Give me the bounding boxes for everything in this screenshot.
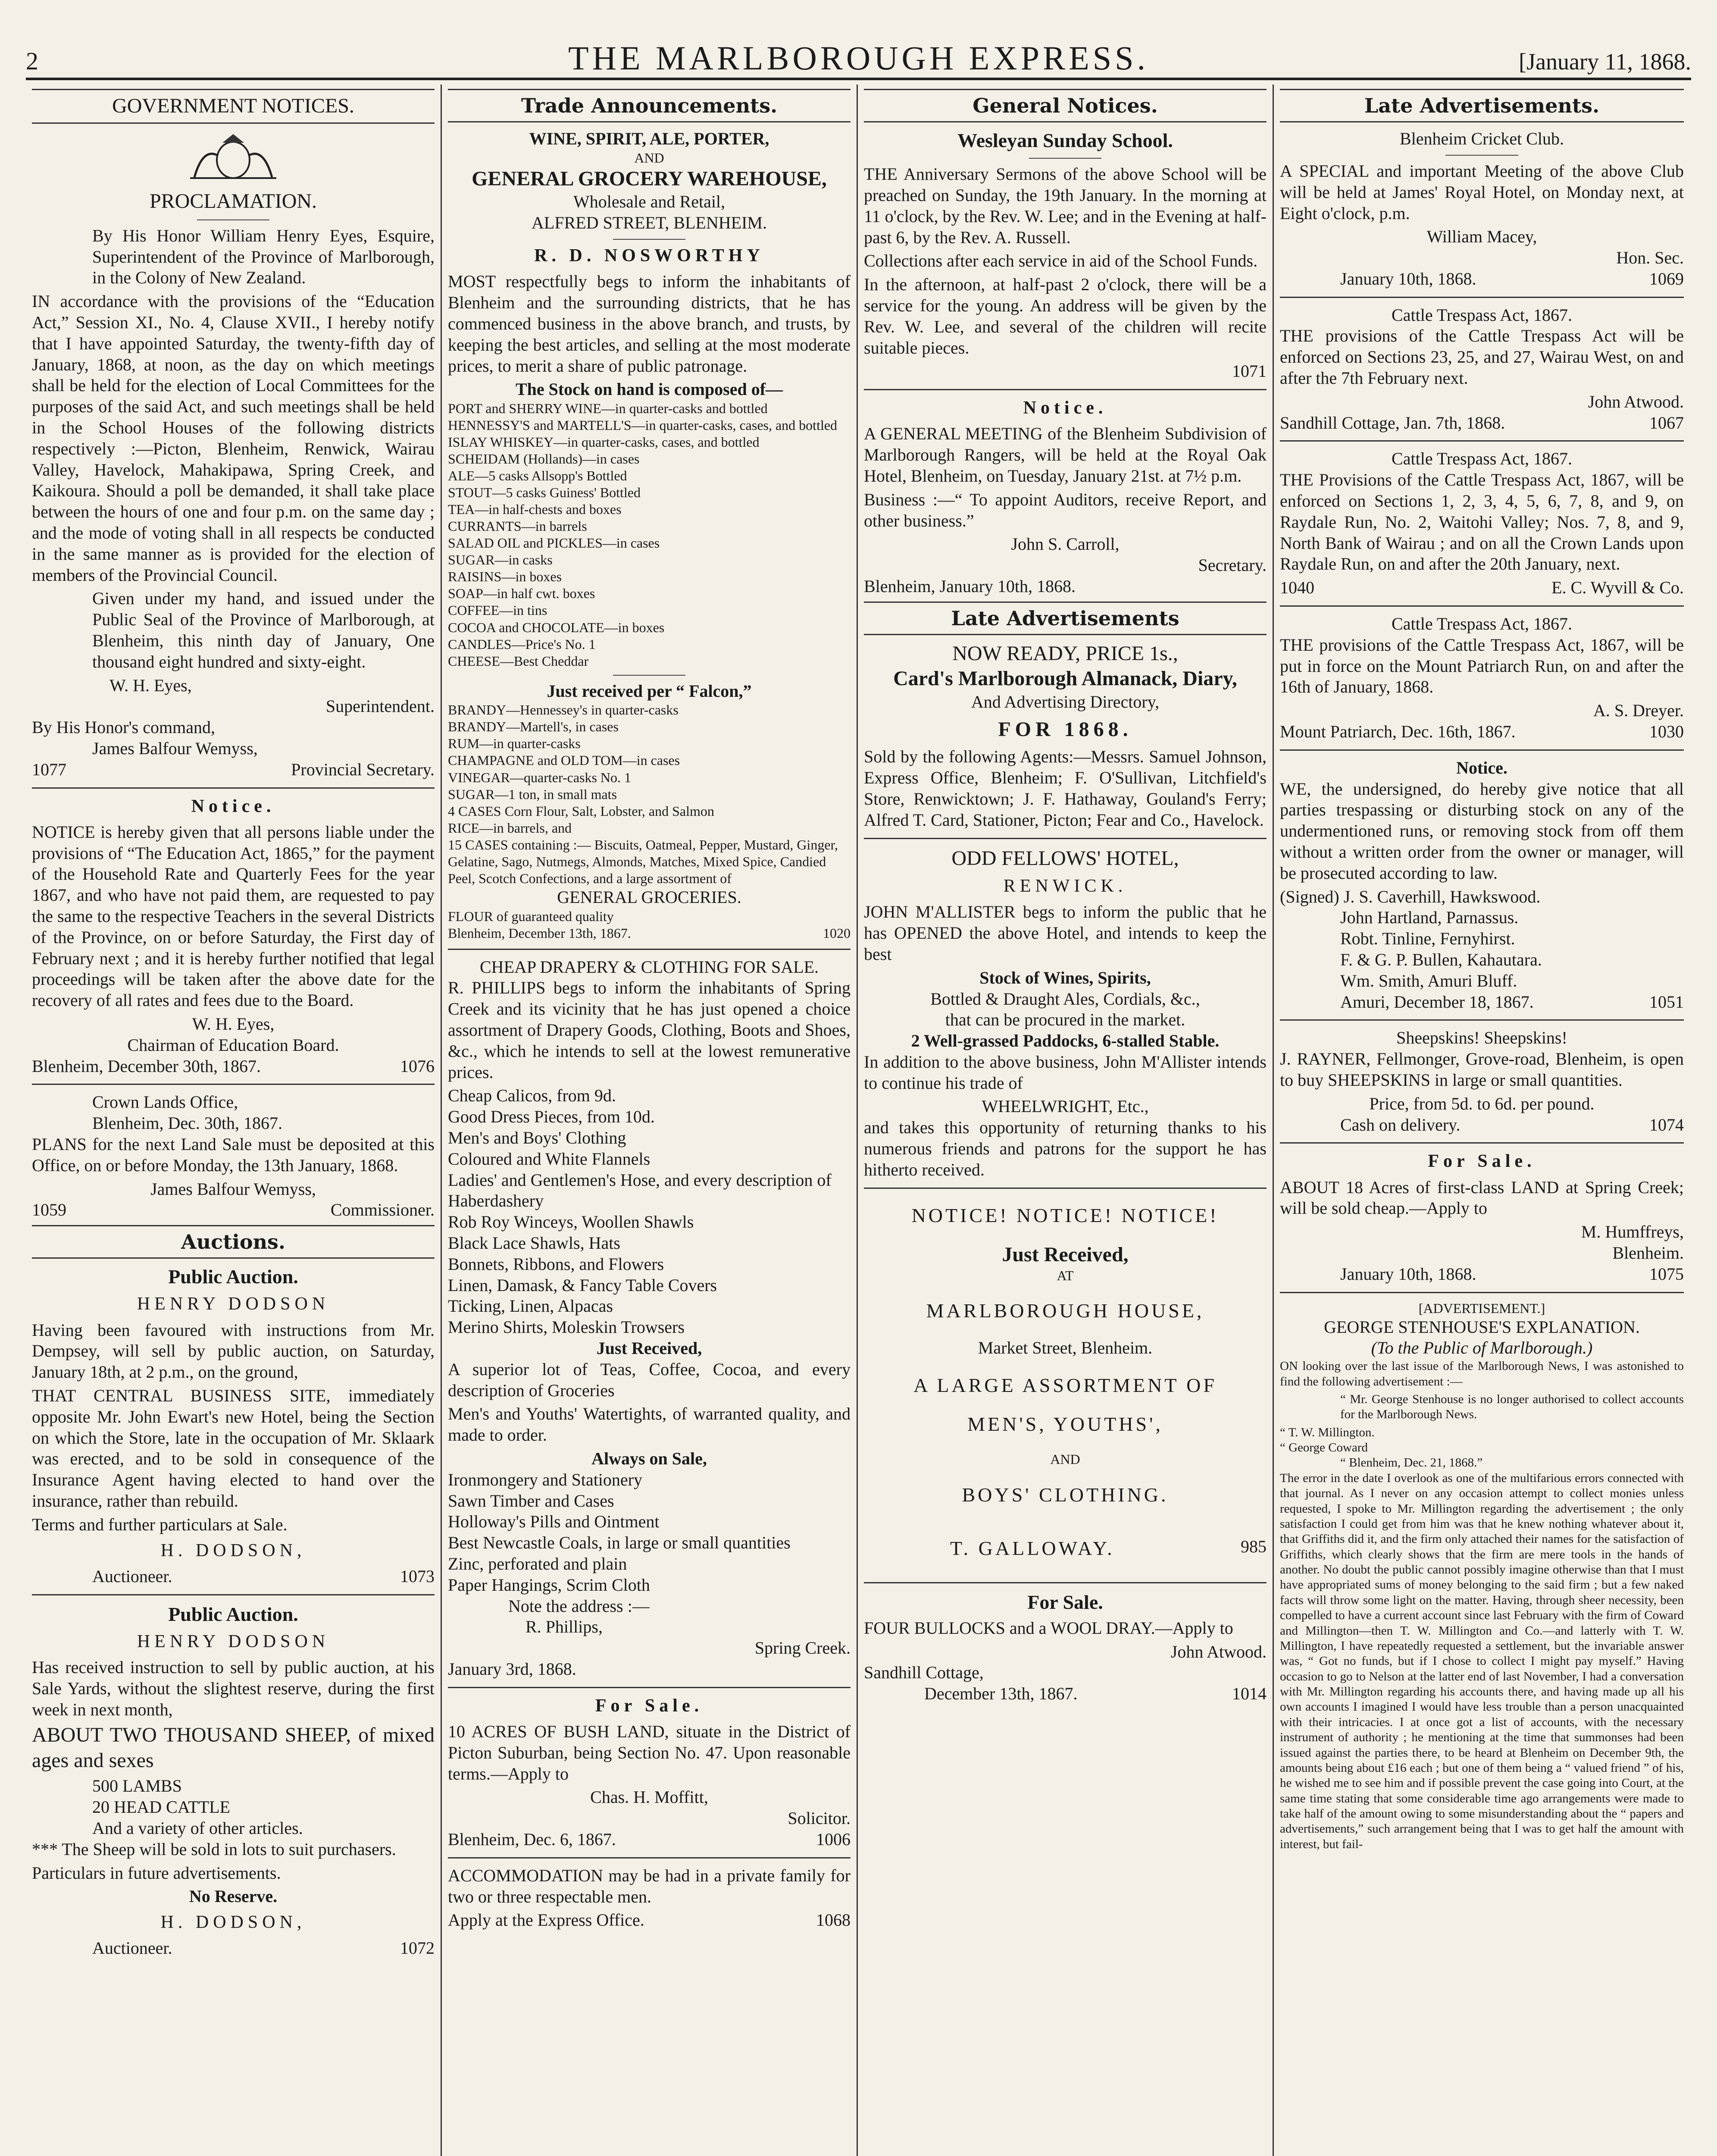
cattle-heading-1: Cattle Trespass Act, 1867. (1392, 305, 1572, 325)
section-heading-late: Late Advertisements (864, 602, 1267, 635)
ad-number: 1040 (1280, 578, 1314, 598)
auction-other: And a variety of other articles. (92, 1818, 303, 1838)
public-auction-heading-2: Public Auction. (168, 1603, 298, 1625)
cricket-heading: Blenheim Cricket Club. (1399, 129, 1564, 149)
trespass-notice: WE, the undersigned, do hereby give notice that all parties trespassing or disturbing stock on any of the undermentioned runs, or removing stock from off them without a written order from the owner or manager, will be prosecuted according to law. (1280, 779, 1684, 883)
stock-item: STOUT—5 casks Guiness' Bottled (448, 485, 641, 501)
stock-item: HENNESSY'S and MARTELL'S—in quarter-casks, cases, and bottled (448, 417, 838, 433)
secretary-row (32, 759, 435, 780)
cattle-date-row-2 (1280, 577, 1684, 599)
sheepskins-heading: Sheepskins! Sheepskins! (1396, 1028, 1567, 1048)
stock-item: SCHEIDAM (Hollands)—in cases (448, 451, 640, 467)
ad-number: 985 (1241, 1536, 1267, 1556)
sheepskins-ad: J. RAYNER, Fellmonger, Grove-road, Blenheim, is open to buy SHEEPSKINS in large or small quantities. (1280, 1049, 1684, 1090)
auction-cattle: 20 HEAD CATTLE (92, 1797, 230, 1817)
divider (1280, 749, 1684, 751)
falcon-item: CHAMPAGNE and OLD TOM—in cases (448, 752, 680, 768)
hotel-paddocks: 2 Well-grassed Paddocks, 6-stalled Stable. (911, 1031, 1220, 1051)
ad-number: 1069 (1649, 269, 1684, 288)
teas-coffee: A superior lot of Teas, Coffee, Cocoa, and every description of Groceries (448, 1359, 851, 1400)
education-date-row (32, 1056, 435, 1077)
always-item: Sawn Timber and Cases (448, 1491, 614, 1510)
general-groceries: GENERAL GROCERIES. (557, 887, 741, 907)
hotel-location: RENWICK. (1003, 876, 1127, 896)
stock-item: TEA—in half-chests and boxes (448, 501, 622, 517)
notice-heading: Notice. (1456, 758, 1507, 777)
divider (864, 1582, 1267, 1583)
ad-number: 1076 (400, 1056, 435, 1076)
merchant-name: R. D. NOSWORTHY (534, 246, 764, 266)
stock-item: CANDLES—Price's No. 1 (448, 636, 596, 652)
just-received: Just Received, (596, 1338, 702, 1358)
signatory: F. & G. P. Bullen, Kahautara. (1340, 950, 1542, 969)
secretary-name: James Balfour Wemyss, (92, 739, 258, 758)
crown-lands-office: Crown Lands Office, (92, 1092, 238, 1112)
falcon-item: SUGAR—1 ton, in small mats (448, 786, 617, 802)
drapery-list (448, 1085, 851, 1338)
falcon-item: BRANDY—Martell's, in cases (448, 719, 619, 735)
ad-number: 1059 (32, 1200, 66, 1220)
section-heading-trade: Trade Announcements. (448, 89, 851, 122)
cattle-date-row-1 (1280, 413, 1684, 434)
note-address: Note the address :— (508, 1596, 650, 1616)
watertights: Men's and Youths' Watertights, of warranted quality, and made to order. (448, 1404, 851, 1445)
mens-youths: MEN'S, YOUTHS', (967, 1413, 1163, 1435)
cattle-notice-1: THE provisions of the Cattle Trespass Act will be enforced on Sections 23, 25, and 27, Wairau West, on and after the 7th February next. (1280, 326, 1684, 388)
warehouse-heading-3: Wholesale and Retail, (573, 192, 726, 212)
drapery-item: Cheap Calicos, from 9d. (448, 1086, 616, 1106)
stock-item: CURRANTS—in barrels (448, 518, 587, 534)
warehouse-heading-1: WINE, SPIRIT, ALE, PORTER, (529, 129, 769, 149)
education-notice-body: NOTICE is hereby given that all persons liable under the provisions of “The Education Act, 1865,” for the payment of the Household Rate and Quarterly Fees for the year 1867, and who have not paid them, are requested to pay the same to the respective Teachers in the several Districts of the Province, on or before Saturday, the First day of February next ; and it is hereby further notified that legal proceedings will be taken after the above date for the recovery of all rates and fees due to the Board. (32, 822, 435, 1010)
auction-intro-2: Has received instruction to sell by public auction, at his Sale Yards, without the slightest reserve, during the first week in next month, (32, 1657, 435, 1719)
auction-sheep: ABOUT TWO THOUSAND SHEEP, of mixed ages and sexes (32, 1724, 435, 1772)
phillips-date: January 3rd, 1868. (448, 1659, 576, 1679)
section-heading-auctions: Auctions. (32, 1225, 435, 1259)
bush-land-ad: 10 ACRES OF BUSH LAND, situate in the District of Picton Suburban, being Section No. 47. Upon reasonable terms.—Apply to (448, 1721, 851, 1783)
sheepskins-price: Price, from 5d. to 6d. per pound. (1369, 1094, 1595, 1113)
large-assortment: A LARGE ASSORTMENT OF (913, 1374, 1217, 1397)
auction-business-site: THAT CENTRAL BUSINESS SITE, immediately opposite Mr. John Ewart's new Hotel, being the Section on which the Store, late in the occupation of Mr. Sklaark was erected, and to be sold in consequence of the Insurance Agent having elected to hand over the insurance, rather than rebuild. (32, 1386, 435, 1511)
ad-number: 1030 (1649, 722, 1684, 742)
drapery-item: Coloured and White Flannels (448, 1149, 651, 1169)
stock-item: PORT and SHERRY WINE—in quarter-casks and bottled (448, 401, 768, 417)
warehouse-address: ALFRED STREET, BLENHEIM. (532, 213, 767, 233)
dreyer-signature: A. S. Dreyer. (1593, 701, 1684, 721)
drapery-heading: CHEAP DRAPERY & CLOTHING FOR SALE. (480, 957, 819, 977)
ad-number: 1073 (400, 1566, 435, 1586)
proclamation-heading: PROCLAMATION. (149, 190, 317, 213)
stock-item: CHEESE—Best Cheddar (448, 653, 589, 669)
drapery-item: Bonnets, Ribbons, and Flowers (448, 1254, 664, 1274)
notice-notice: NOTICE! NOTICE! NOTICE! (911, 1204, 1219, 1226)
date: January 10th, 1868. (1340, 1264, 1476, 1284)
signatories (1280, 887, 1684, 992)
drapery-intro: R. PHILLIPS begs to inform the inhabitants of Spring Creek and its vicinity that he has just opened a choice assortment of Drapery Goods, Clothing, Boots and Shoes, &c., which he intends to sell at the lowest remunerative prices. (448, 978, 851, 1082)
wyvill-signature: E. C. Wyvill & Co. (1551, 578, 1684, 598)
ad-number: 1006 (816, 1829, 851, 1849)
stenhouse-quote: “ Mr. George Stenhouse is no longer authorised to collect accounts for the Marlborough News. (1340, 1392, 1684, 1422)
always-item: Zinc, perforated and plain (448, 1554, 627, 1573)
stenhouse-intro: ON looking over the last issue of the Marlborough News, I was astonished to find the following advertisement :— (1280, 1359, 1684, 1388)
ad-number: 1071 (1232, 361, 1267, 381)
galloway-and: AND (1050, 1451, 1080, 1467)
almanack-directory: And Advertising Directory, (971, 692, 1160, 711)
divider (1280, 1019, 1684, 1021)
commissioner-row (32, 1200, 435, 1221)
divider (1280, 1142, 1684, 1144)
falcon-heading: Just received per “ Falcon,” (547, 681, 752, 701)
moffitt-name: Chas. H. Moffitt, (590, 1787, 708, 1807)
drapery-item: Black Lace Shawls, Hats (448, 1233, 620, 1253)
education-signature-title: Chairman of Education Board. (127, 1035, 339, 1055)
market-street: Market Street, Blenheim. (978, 1338, 1153, 1358)
bullocks-date-row (864, 1683, 1267, 1705)
signatory: John Hartland, Parnassus. (1340, 908, 1519, 928)
divider (32, 787, 435, 789)
divider (1280, 440, 1684, 442)
wesleyan-afternoon: In the afternoon, at half-past 2 o'clock, there will be a service for the young. An address will be given by the Rev. W. Lee, and several of the children will recite suitable pieces. (864, 275, 1267, 357)
stenhouse-subheading: (To the Public of Marlborough.) (1371, 1338, 1593, 1358)
stock-item: COCOA and CHOCOLATE—in boxes (448, 619, 665, 635)
stenhouse-body: The error in the date I overlook as one of the multifarious errors connected with that journal. As I never on any occasion attempt to collect monies unless requested, I spoke to Mr. Millington regarding the advertisement ; the only satisfaction I could get from him was that he knew nothing whatever about it, that Griffiths did it, and the firm only attached their names for the satisfaction of Griffiths, which clearly shows that the firm are mere tools in the hands of another. No doubt the public cannot possibly imagine otherwise than that I must have appropriated sums of money belonging to the said firm ; but a few naked facts will throw some light on the matter. Having, through sheer necessity, been compelled to have a current account since last February with the firm of Coward and Millington—then T. W. Millington and Co.—and latterly with T. W. Millington, I have repeatedly requested a settlement, but the invariable answer was, “ Got no funds, but if I chose to collect I might pay myself.” Having occasion to go to Nelson at the latter end of last November, I had a conversation with Mr. Millington regarding his accounts there, and having made up all his own accounts I imagined I would have less trouble than a person unacquainted with their intricacies. I at once got a list of accounts, with the necessary instrument of authority ; he mentioning at the time that summonses had been issued against the parties there, to be heard at Blenheim on December 9th, the amounts being about £16 each ; but one of them being a “ valued friend ” of his, he wished me to see him and if possible prevent the case going into Court, at the same time stating that some considerable time ago arrangements were made to take half of the amount owing to some misunderstanding about the “ papers and advertisements,” such arrangement being that I was to get half the amount with interest, but fail- (1280, 1471, 1684, 1851)
stock-item: SOAP—in half cwt. boxes (448, 586, 595, 602)
divider (1280, 1292, 1684, 1293)
date: Amuri, December 18, 1867. (1340, 992, 1534, 1012)
sheepskins-row (1280, 1115, 1684, 1136)
stock-item: ALE—5 casks Allsopp's Bottled (448, 468, 627, 484)
date: Blenheim, Dec. 6, 1867. (448, 1829, 616, 1849)
marlborough-house: MARLBOROUGH HOUSE, (926, 1300, 1204, 1322)
signatory: Robt. Tinline, Fernyhirst. (1340, 929, 1515, 949)
rangers-date: Blenheim, January 10th, 1868. (864, 577, 1076, 596)
divider (32, 1594, 435, 1595)
stock-item: SALAD OIL and PICKLES—in cases (448, 535, 660, 551)
drapery-item: Good Dress Pieces, from 10d. (448, 1107, 655, 1127)
wesleyan-heading: Wesleyan Sunday School. (957, 129, 1173, 152)
hotel-bottled: Bottled & Draught Ales, Cordials, &c., (930, 989, 1200, 1009)
divider (448, 1687, 851, 1688)
columns (26, 85, 1691, 2156)
ad-number: 1051 (1649, 992, 1684, 1012)
auctioneer-title: Auctioneer. (92, 1566, 172, 1586)
phillips-signature: R. Phillips, (525, 1617, 603, 1637)
merchant-intro: MOST respectfully begs to inform the inhabitants of Blenheim and the surrounding districts, that he has commenced business in the above branch, and trusts, by keeping the best articles, and selling at the most moderate prices, to merit a share of public patronage. (448, 272, 851, 376)
divider (864, 838, 1267, 839)
falcon-item: BRANDY—Hennessey's in quarter-casks (448, 702, 679, 718)
auction-intro: Having been favoured with instructions from Mr. Dempsey, will sell by public auction, on Saturday, January 18th, at 2 p.m., on the ground, (32, 1320, 435, 1382)
cricket-date-row (1280, 269, 1684, 290)
atwood-address: Sandhill Cottage, (864, 1663, 984, 1683)
date: Blenheim, December 13th, 1867. (448, 925, 631, 941)
bullocks-ad: FOUR BULLOCKS and a WOOL DRAY.—Apply to (864, 1618, 1233, 1638)
divider (448, 949, 851, 950)
royal-crest-icon (32, 130, 435, 187)
proclamation-by: By His Honor William Henry Eyes, Esquire, Superintendent of the Province of Marlborough, in the Colony of New Zealand. (92, 226, 435, 288)
issue-date: [January 11, 1868. (1519, 49, 1691, 75)
stock-heading: The Stock on hand is composed of— (515, 379, 783, 399)
drapery-item: Men's and Boys' Clothing (448, 1128, 626, 1147)
warehouse-and: AND (634, 150, 664, 166)
falcon-item: 4 CASES Corn Flour, Salt, Lobster, and Salmon (448, 803, 714, 819)
falcon-item: RICE—in barrels, and (448, 820, 572, 836)
galloway-row (864, 1522, 1267, 1575)
cash-on-delivery: Cash on delivery. (1340, 1115, 1461, 1134)
auctioneer-title: Auctioneer. (92, 1938, 172, 1958)
falcon-list (448, 702, 851, 887)
ad-number: 1075 (1649, 1264, 1684, 1284)
stock-list (448, 400, 851, 670)
auctioneer-row-2 (32, 1938, 435, 1959)
no-reserve: No Reserve. (189, 1887, 278, 1906)
ad-number: 1067 (1649, 413, 1684, 432)
galloway-name: T. GALLOWAY. (950, 1537, 1115, 1559)
drapery-item: Ticking, Linen, Alpacas (448, 1296, 613, 1316)
always-item: Ironmongery and Stationery (448, 1470, 642, 1489)
auction-terms: Terms and further particulars at Sale. (32, 1514, 288, 1534)
for-sale-heading: For Sale. (1027, 1591, 1103, 1613)
auction-lots: *** The Sheep will be sold in lots to suit purchasers. (32, 1839, 396, 1859)
always-list (448, 1470, 851, 1596)
cattle-notice-2: THE Provisions of the Cattle Trespass Act, 1867, will be enforced on Sections 1, 2, 3, 4, 5, 6, 7, 8, and 9, on Raydale Run, No. 2, Waitohi Valley; Nos. 7, 8, and 9, North Bank of Wairau ; and on all the Crown Lands upon Raydale Run, on and after the 20th January, next. (1280, 470, 1684, 574)
accommodation-row (448, 1910, 851, 1931)
stock-item: SUGAR—in casks (448, 552, 553, 568)
commissioner-name: James Balfour Wemyss, (150, 1179, 316, 1199)
auction-particulars: Particulars in future advertisements. (32, 1863, 281, 1883)
masthead (26, 39, 1691, 80)
hotel-market: that can be procured in the market. (945, 1010, 1185, 1030)
almanack-year: FOR 1868. (998, 718, 1132, 741)
proclamation-body: IN accordance with the provisions of the “Education Act,” Session XI., No. 4, Clause XVII., I hereby notify that I have appointed Saturday, the twenty-fifth day of January, 1868, at noon, as the day on which meetings shall be held for the election of Local Committees for the purposes of the said Act, and such meetings shall be held in the School Houses of the following districts respectively :—Picton, Blenheim, Renwick, Wairau Valley, Havelock, Mahakipawa, Spring Creek, and Kaikoura. Should a poll be demanded, it shall take place between the hours of one and four p.m. on the same day ; and the mode of voting shall in all respects be conducted in the same manner as is provided for the election of members of the Provincial Council. (32, 291, 435, 585)
newspaper-title: THE MARLBOROUGH EXPRESS. (568, 39, 1149, 77)
boys-clothing: BOYS' CLOTHING. (962, 1483, 1169, 1506)
for-sale-heading: For Sale. (1428, 1151, 1536, 1172)
auctioneer-name-2: HENRY DODSON (137, 1631, 330, 1651)
ad-number: 1077 (32, 759, 66, 779)
divider (448, 1857, 851, 1858)
date: Mount Patriarch, Dec. 16th, 1867. (1280, 722, 1516, 742)
accommodation-ad: ACCOMMODATION may be had in a private family for two or three respectable men. (448, 1865, 851, 1906)
always-on-sale: Always on Sale, (591, 1448, 707, 1468)
macey-title: Hon. Sec. (1616, 248, 1684, 268)
drapery-item: Linen, Damask, & Fancy Table Covers (448, 1275, 717, 1295)
stock-item: ISLAY WHISKEY—in quarter-casks, cases, and bottled (448, 434, 760, 450)
galloway-at: AT (1057, 1268, 1074, 1284)
cricket-meeting: A SPECIAL and important Meeting of the above Club will be held at James' Royal Hotel, on Monday next, at Eight o'clock, p.m. (1280, 161, 1684, 223)
signatory: Wm. Smith, Amuri Bluff. (1340, 971, 1517, 990)
always-item: Best Newcastle Coals, in large or small quantities (448, 1533, 791, 1553)
stenhouse-heading: GEORGE STENHOUSE'S EXPLANATION. (1324, 1317, 1640, 1337)
humffreys-location: Blenheim. (1612, 1243, 1684, 1263)
commissioner-title: Commissioner. (330, 1200, 435, 1220)
divider (1280, 297, 1684, 298)
secretary-title: Provincial Secretary. (291, 759, 435, 779)
divider (197, 219, 269, 220)
hotel-addition: In addition to the above business, John M'Allister intends to continue his trade of (864, 1052, 1267, 1093)
column-2 (442, 85, 858, 2156)
divider (864, 1188, 1267, 1189)
ad-number: 1068 (816, 1910, 851, 1930)
atwood-signature: John Atwood. (1588, 392, 1684, 411)
macey-name: William Macey, (1426, 227, 1537, 247)
crown-lands-date: Blenheim, Dec. 30th, 1867. (92, 1113, 283, 1133)
ad-number: 1074 (1649, 1115, 1684, 1134)
education-signature: W. H. Eyes, (192, 1014, 275, 1034)
for-sale-heading: For Sale. (595, 1695, 704, 1716)
divider (864, 389, 1267, 390)
divider (613, 239, 685, 240)
trespass-date-row (1280, 992, 1684, 1013)
section-heading-general: General Notices. (864, 89, 1267, 122)
phillips-location: Spring Creek. (754, 1638, 851, 1658)
divider (1280, 605, 1684, 607)
auction-lambs: 500 LAMBS (92, 1776, 182, 1796)
divider (1029, 158, 1101, 159)
atwood-name: John Atwood. (1170, 1642, 1267, 1661)
quote-date: “ Blenheim, Dec. 21, 1868.” (1340, 1456, 1483, 1470)
divider (613, 675, 685, 676)
wesleyan-collections: Collections after each service in aid of the School Funds. (864, 251, 1258, 271)
divider (1445, 155, 1518, 156)
falcon-item: 15 CASES containing :— Biscuits, Oatmeal, Pepper, Mustard, Ginger, Gelatine, Sago, Nutmegs, Almonds, Matches, Mixed Spice, Candied Peel, Scotch Confections, and a large assortment of (448, 837, 838, 886)
hotel-thanks: and takes this opportunity of returning thanks to his numerous friends and patrons for the support he has hitherto received. (864, 1118, 1267, 1179)
flour: FLOUR of guaranteed quality (448, 908, 614, 924)
cattle-heading-2: Cattle Trespass Act, 1867. (1392, 449, 1572, 469)
proclamation-given: Given under my hand, and issued under the Public Seal of the Province of Marlborough, at Blenheim, this ninth day of January, One thousand eight hundred and sixty-eight. (92, 589, 435, 671)
quote-signature-1: “ T. W. Millington. (1280, 1425, 1375, 1439)
wesleyan-sermons: THE Anniversary Sermons of the above School will be preached on Sunday, the 19th January. In the morning at 11 o'clock, by the Rev. W. Lee; and in the Evening at half-past 6, by the Rev. A. Russell. (864, 164, 1267, 247)
hotel-intro: JOHN M'ALLISTER begs to inform the public that he has OPENED the above Hotel, and intends to keep the best (864, 902, 1267, 964)
by-command: By His Honor's command, (32, 718, 215, 737)
apply-at: Apply at the Express Office. (448, 1910, 644, 1930)
drapery-item: Merino Shirts, Moleskin Trowsers (448, 1317, 685, 1337)
carroll-name: John S. Carroll, (1011, 534, 1120, 554)
ad-number: 1020 (823, 925, 851, 941)
date: January 10th, 1868. (1340, 269, 1476, 288)
cattle-date-row-3 (1280, 721, 1684, 743)
date: Sandhill Cottage, Jan. 7th, 1868. (1280, 413, 1505, 432)
wheelwright: WHEELWRIGHT, Etc., (982, 1097, 1149, 1116)
cattle-heading-3: Cattle Trespass Act, 1867. (1392, 614, 1572, 634)
humffreys-name: M. Humffreys, (1581, 1222, 1684, 1242)
column-1 (26, 85, 442, 2156)
auctioneer-signature: H. DODSON, (160, 1540, 306, 1561)
column-4 (1274, 85, 1690, 2156)
stock-item: COFFEE—in tins (448, 602, 547, 618)
land-sale-date-row (1280, 1264, 1684, 1285)
always-item: Holloway's Pills and Ointment (448, 1512, 660, 1532)
carroll-title: Secretary. (1198, 555, 1267, 575)
moffitt-title: Solicitor. (788, 1808, 851, 1828)
ad-number: 1014 (1232, 1684, 1267, 1704)
divider (32, 1084, 435, 1085)
auctioneer-row (32, 1566, 435, 1587)
nosworthy-date-row (448, 925, 851, 942)
drapery-item: Ladies' and Gentlemen's Hose, and every description of Haberdashery (448, 1170, 832, 1211)
rangers-meeting: A GENERAL MEETING of the Blenheim Subdivision of Marlborough Rangers, will be held at the Royal Oak Hotel, Blenheim, on Tuesday, January 21st. at 7½ p.m. (864, 424, 1267, 486)
drapery-item: Rob Roy Winceys, Woollen Shawls (448, 1212, 694, 1232)
land-sale-ad: ABOUT 18 Acres of first-class LAND at Spring Creek; will be sold cheap.—Apply to (1280, 1177, 1684, 1218)
almanack-title: Card's Marlborough Almanack, Diary, (893, 667, 1237, 690)
auctioneer-name: HENRY DODSON (137, 1294, 330, 1314)
section-heading-government: GOVERNMENT NOTICES. (32, 89, 435, 124)
signature-title: Superintendent. (325, 696, 435, 716)
warehouse-heading-2: GENERAL GROCERY WAREHOUSE, (472, 167, 827, 190)
cattle-notice-3: THE provisions of the Cattle Trespass Act, 1867, will be put in force on the Mount Patriarch Run, on and after the 16th of January, 1868. (1280, 635, 1684, 697)
galloway-just-received: Just Received, (1002, 1243, 1129, 1266)
stock-item: RAISINS—in boxes (448, 569, 562, 585)
signatory: (Signed) J. S. Caverhill, Hawkswood. (1280, 887, 1541, 906)
falcon-item: RUM—in quarter-casks (448, 736, 581, 752)
bush-land-date-row (448, 1829, 851, 1850)
auctioneer-signature-2: H. DODSON, (160, 1912, 306, 1933)
notice-heading: Notice. (191, 796, 275, 816)
quote-signature-2: “ George Coward (1280, 1441, 1368, 1455)
almanack-agents: Sold by the following Agents:—Messrs. Samuel Johnson, Express Office, Blenheim; F. O'Sullivan, Litchfield's Store, Renwicktown; J. F. Hathaway, Gouland's Ferry; Alfred T. Card, Stationer, Picton; Fear and Co., Havelock. (864, 747, 1267, 830)
hotel-stock: Stock of Wines, Spirits, (979, 968, 1151, 987)
signature-eyes: W. H. Eyes, (109, 675, 192, 695)
falcon-item: VINEGAR—quarter-casks No. 1 (448, 769, 632, 785)
section-heading-late: Late Advertisements. (1280, 89, 1684, 122)
plans-notice: PLANS for the next Land Sale must be deposited at this Office, on or before Monday, the 13th January, 1868. (32, 1134, 435, 1175)
rangers-business: Business :—“ To appoint Auditors, receive Report, and other business.” (864, 489, 1267, 530)
page-number: 2 (26, 47, 38, 75)
always-item: Paper Hangings, Scrim Cloth (448, 1575, 650, 1595)
ad-number: 1072 (400, 1938, 435, 1958)
public-auction-heading: Public Auction. (168, 1266, 298, 1288)
date: Blenheim, December 30th, 1867. (32, 1056, 261, 1076)
date: December 13th, 1867. (924, 1684, 1078, 1704)
notice-heading: Notice. (1023, 398, 1107, 418)
advertisement-label: [ADVERTISEMENT.] (1418, 1300, 1545, 1316)
now-ready: NOW READY, PRICE 1s., (952, 642, 1178, 665)
column-3 (858, 85, 1274, 2156)
hotel-heading: ODD FELLOWS' HOTEL, (951, 846, 1179, 870)
